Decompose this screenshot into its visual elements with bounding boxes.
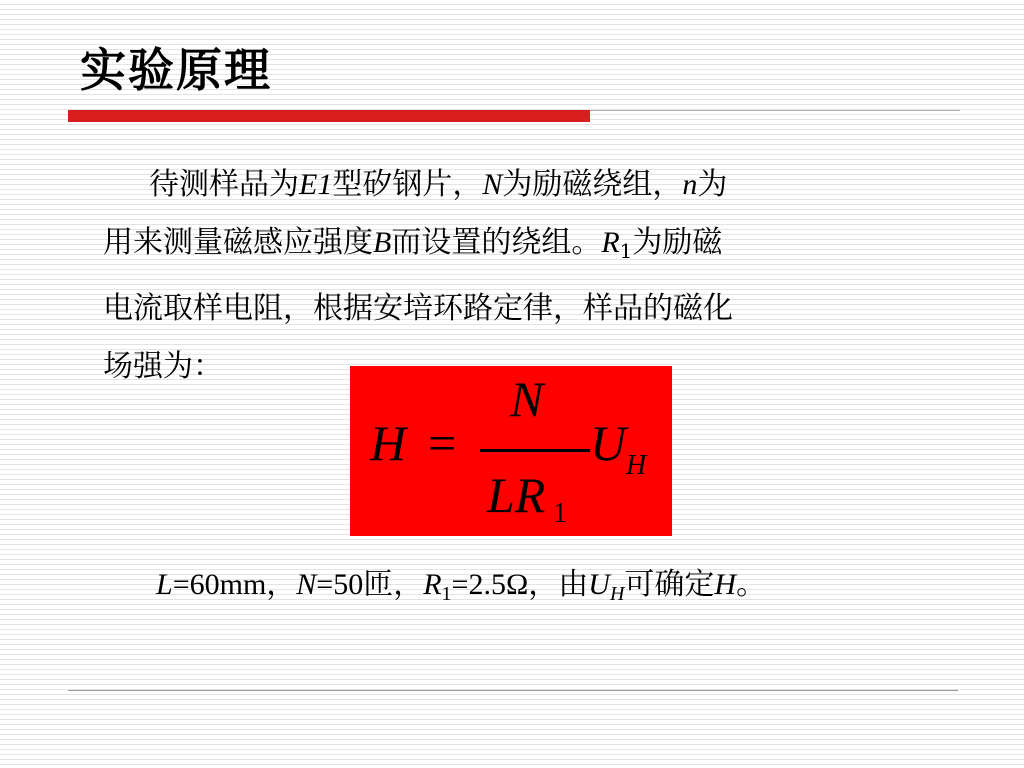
text-segment: 。 [736, 567, 767, 602]
param-N-value: =50 [316, 568, 364, 601]
title-underline-thin [590, 110, 960, 111]
paragraph-line-3: 电流取样电阻，根据安培环路定律，样品的磁化 [103, 291, 733, 326]
formula-denominator: LR [487, 467, 546, 523]
param-R-value: =2.5Ω， [451, 568, 559, 601]
paragraph-line-1 [103, 156, 943, 214]
text-segment: 待测样品为 [149, 167, 299, 202]
param-L-value: =60mm， [172, 568, 297, 601]
text-segment: 型矽钢片， [332, 167, 483, 202]
formula-equals-sign: = [428, 415, 457, 471]
text-segment: 用来测量磁感应强度 [103, 225, 373, 260]
symbol-n: n [682, 168, 698, 201]
formula-lhs-H: H [370, 415, 407, 471]
parameter-line [156, 562, 766, 617]
paragraph-line-4: 场强为： [103, 349, 223, 384]
text-segment: 而设置的绕组。 [391, 225, 602, 260]
formula-factor-subscript: H [626, 450, 647, 481]
symbol-N: N [482, 168, 503, 201]
title-underline-accent [68, 110, 590, 122]
param-R-subscript: 1 [441, 583, 452, 605]
principle-paragraph [103, 156, 943, 396]
param-R-symbol: R [423, 568, 442, 601]
formula-denominator-subscript: 1 [553, 498, 567, 529]
param-N-unit: 匝， [363, 567, 424, 602]
formula-fraction-bar [480, 449, 590, 452]
footer-divider [68, 690, 958, 691]
text-segment: 为 [697, 167, 728, 202]
formula-numerator: N [510, 371, 544, 427]
formula-factor-U: U [590, 415, 627, 471]
text-segment: 可确定 [624, 567, 715, 602]
param-U-symbol: U [588, 568, 610, 601]
slide-title: 实验原理 [80, 43, 272, 97]
formula-box [350, 366, 672, 536]
symbol-R-subscript: 1 [619, 239, 633, 263]
symbol-R: R [601, 226, 620, 259]
paragraph-line-2 [103, 214, 943, 280]
param-N-symbol: N [296, 568, 317, 601]
symbol-B: B [373, 226, 392, 259]
sample-type-symbol: E1 [299, 168, 333, 201]
param-U-subscript [610, 581, 624, 605]
param-L-symbol: L [156, 568, 173, 601]
text-segment: 为励磁 [632, 225, 723, 260]
param-U-subscript-text: H [609, 583, 625, 605]
param-H-symbol: H [714, 568, 737, 601]
text-segment: 由 [558, 567, 589, 602]
text-segment: 为励磁绕组， [502, 167, 683, 202]
